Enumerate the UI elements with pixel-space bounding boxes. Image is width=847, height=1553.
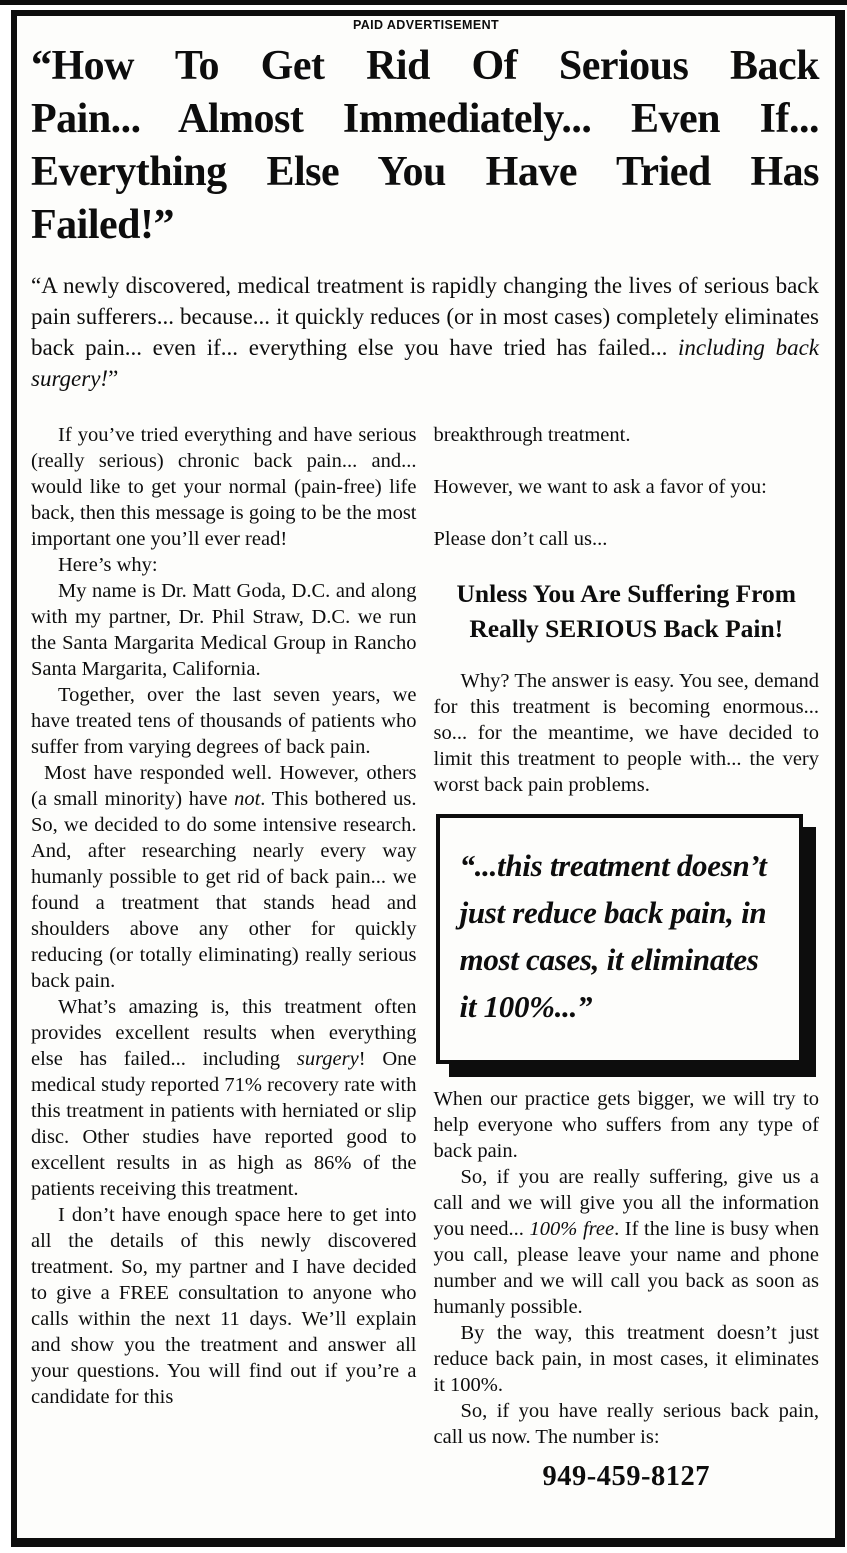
italic-text-run: including back surgery! [31,335,820,391]
paid-advertisement-label: PAID ADVERTISEMENT [352,18,500,32]
phone-number: 949-459-8127 [542,1461,710,1492]
paragraph [434,1164,820,1320]
text-run: Why? The answer is easy. You see, demand for this treatment is becoming enormous... so... for the meantime, we have decided to limit this treatment to people with... the very worst back pain problems. [433,670,819,796]
text-run: If you’ve tried everything and have serious (really serious) chronic back pain... and... would like to get your normal (pain-free) life back, then this message is going to be the most important one you’ll ever read! [31,424,417,550]
headline [31,40,819,252]
headline-line: Failed!” [31,202,174,248]
italic-text-run: 100% free [529,1218,615,1240]
text-run: So, if you have really serious back pain, call us now. The number is: [433,1400,819,1448]
text-run: . If the line is busy when you call, please leave your name and phone number and we will call you back as soon as humanly possible. [433,1218,820,1318]
headline-line: Pain... Almost Immediately... Even If... [31,96,819,142]
paragraph [434,526,820,552]
paragraph [434,422,820,448]
text-run: By the way, this treatment doesn’t just reduce back pain, in most cases, it eliminates it 100%. [433,1322,819,1396]
paragraph [434,474,820,500]
ad-content [17,40,835,1490]
paragraph [31,578,417,682]
paragraph [31,422,417,552]
text-run: Here’s why: [58,554,158,576]
paragraph [31,1202,417,1410]
text-run: Most have responded well. However, others (a small minority) have [31,762,417,810]
newspaper-top-rule [0,0,847,5]
paragraph [31,760,417,994]
paragraph [31,994,417,1202]
paragraph [434,1398,820,1450]
pull-quote-text: “...this treatment doesn’t just reduce back pain, in most cases, it eliminates it 100%...” [459,848,767,1024]
subheadline [31,270,819,394]
paragraph [31,552,417,578]
text-run: When our practice gets bigger, we will try to help everyone who suffers from any type of back pain. [433,1088,819,1162]
text-run: ! One medical study reported 71% recovery rate with this treatment in patients with herniated or slip disc. Other studies have reported good to excellent results in as high as 86% of the patients receiving this treatment. [31,1048,417,1200]
italic-text-run: surgery [296,1048,359,1070]
headline-line: “How To Get Rid Of Serious Back [31,43,819,89]
text-run: Unless You Are Suffering From Really SERIOUS Back Pain! [456,579,797,643]
text-run: ” [108,366,119,391]
paragraph [434,668,820,798]
text-run: My name is Dr. Matt Goda, D.C. and along with my partner, Dr. Phil Straw, D.C. we run the Santa Margarita Medical Group in Rancho Santa Margarita, California. [31,580,417,680]
text-run: breakthrough treatment. [433,424,631,446]
body-columns [31,422,819,1490]
text-run: Together, over the last seven years, we have treated tens of thousands of patients who suffer from varying degrees of back pain. [31,684,417,758]
text-run: What’s amazing is, this treatment often provides excellent results when everything else has failed... including [31,996,417,1070]
right-column [434,422,820,1490]
italic-text-run: not [234,788,261,810]
paragraph [434,1320,820,1398]
left-column [31,422,417,1490]
paragraph [31,682,417,760]
text-run: Please don’t call us... [433,528,608,550]
text-run: “A newly discovered, medical treatment is rapidly changing the lives of serious back pain sufferers... because... it quickly reduces (or in most cases) completely eliminates back pain... even if... everything else you have tried has failed... [31,273,819,360]
paragraph [434,1086,820,1164]
text-run: So, if you are really suffering, give us a call and we will give you all the information you need... [433,1166,819,1240]
text-run: . This bothered us. So, we decided to do some intensive research. And, after researching nearly every way humanly possible to get rid of back pain... we found a treatment that stands head and shoulders above any other for quickly reducing (or totally eliminating) really serious back pain. [31,788,417,992]
section-heading [434,576,820,646]
advertisement-frame [11,10,845,1547]
headline-line: Everything Else You Have Tried Has [31,149,819,195]
text-run: I don’t have enough space here to get into all the details of this newly discovered treatment. So, my partner and I have decided to give a FREE consultation to anyone who calls within the next 11 days. We’ll explain and show you the treatment and answer all your questions. You will find out if you’re a candidate for this [31,1204,417,1408]
text-run: However, we want to ask a favor of you: [433,476,767,498]
pull-quote-box [436,814,804,1064]
